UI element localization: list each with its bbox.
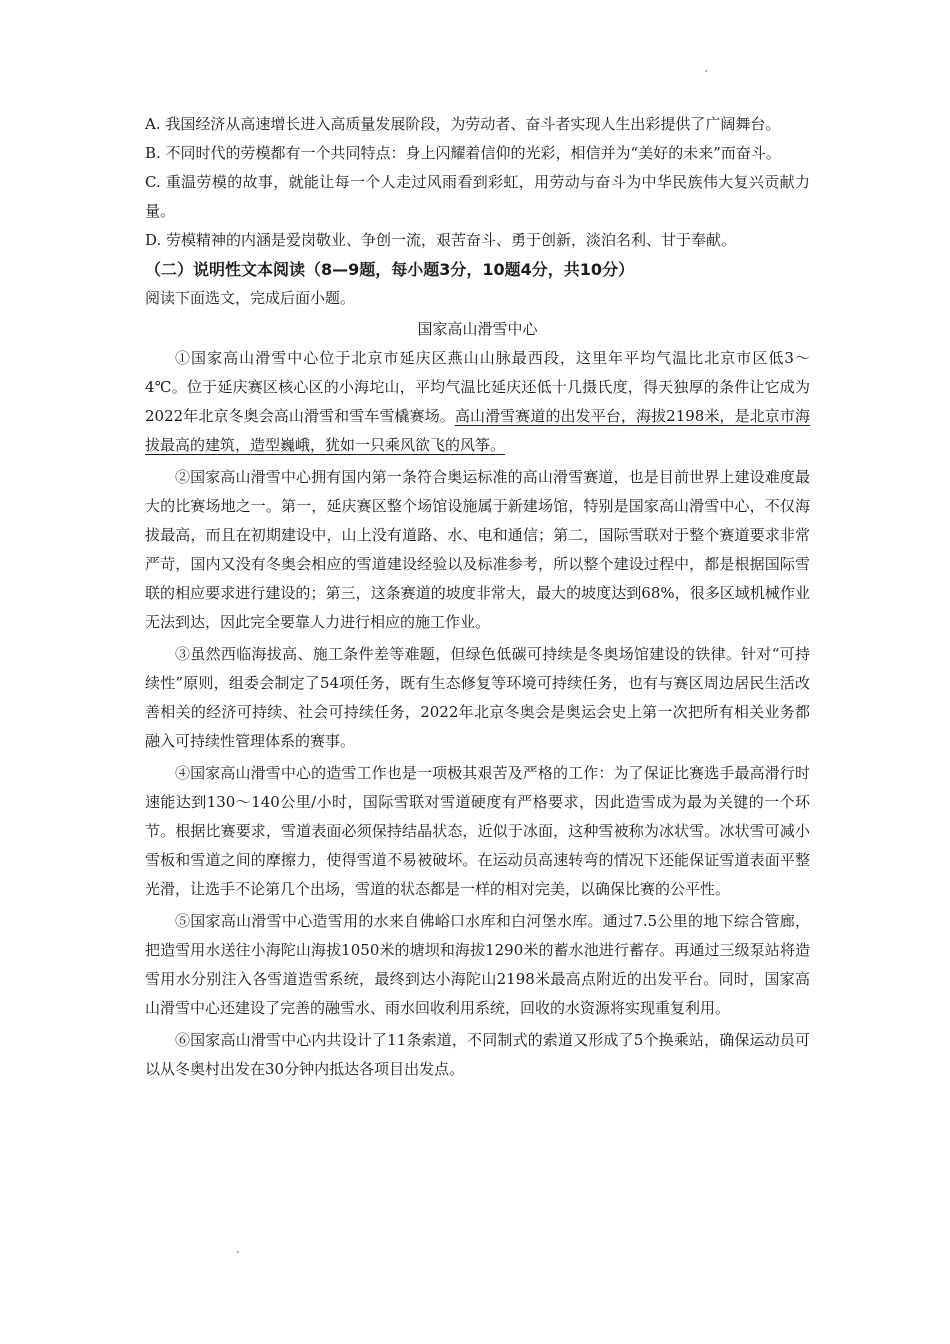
paragraph-1-underlined-sentence: 高山滑雪赛道的出发平台，海拔2198米，是北京市海拔最高的建筑，造型巍峨，犹如一只乘风欲飞的风筝。 <box>145 407 810 454</box>
scan-mark-dot <box>237 1251 239 1253</box>
option-b: B. 不同时代的劳模都有一个共同特点：身上闪耀着信仰的光彩，相信并为“美好的未来”而奋斗。 <box>145 144 781 162</box>
scan-mark-dot <box>705 70 707 72</box>
document-content <box>145 110 810 1087</box>
article-paragraph-2: ②国家高山滑雪中心拥有国内第一条符合奥运标准的高山滑雪赛道，也是目前世界上建设难度最大的比赛场地之一。第一，延庆赛区整个场馆设施属于新建场馆，特别是国家高山滑雪中心，不仅海拔最高，而且在初期建设中，山上没有道路、水、电和通信；第二，国际雪联对于整个赛道要求非常严苛，国内又没有冬奥会相应的雪道建设经验以及标准参考，所以整个建设过程中，都是根据国际雪联的相应要求进行建设的；第三，这条赛道的坡度非常大，最大的坡度达到68%，很多区域机械作业无法到达，因此完全要靠人力进行相应的施工作业。 <box>145 468 810 631</box>
paragraph-1-text: ①国家高山滑雪中心位于北京市延庆区燕山山脉最西段，这里年平均气温比北京市区低3～4℃。位于延庆赛区核心区的小海坨山，平均气温比延庆还低十几摄氏度，得天独厚的条件让它成为2022年北京冬奥会高山滑雪和雪车雪橇赛场。 <box>145 349 810 425</box>
option-d: D. 劳模精神的内涵是爱岗敬业、争创一流，艰苦奋斗、勇于创新，淡泊名利、甘于奉献。 <box>145 231 737 249</box>
article-paragraph-4: ④国家高山滑雪中心的造雪工作也是一项极其艰苦及严格的工作：为了保证比赛选手最高滑行时速能达到130～140公里/小时，国际雪联对雪道硬度有严格要求，因此造雪成为最为关键的一个环节。根据比赛要求，雪道表面必须保持结晶状态，近似于冰面，这种雪被称为冰状雪。冰状雪可减小雪板和雪道之间的摩擦力，使得雪道不易被破坏。在运动员高速转弯的情况下还能保证雪道表面平整光滑，让选手不论第几个出场，雪道的状态都是一样的相对完美，以确保比赛的公平性。 <box>145 764 810 898</box>
reading-instruction: 阅读下面选文，完成后面小题。 <box>145 289 356 307</box>
article-title: 国家高山滑雪中心 <box>417 320 538 338</box>
option-a: A. 我国经济从高速增长进入高质量发展阶段，为劳动者、奋斗者实现人生出彩提供了广阔舞台。 <box>145 115 781 133</box>
article-paragraph-5: ⑤国家高山滑雪中心造雪用的水来自佛峪口水库和白河堡水库。通过7.5公里的地下综合管廊，把造雪用水送往小海陀山海拔1050米的塘坝和海拔1290米的蓄水池进行蓄存。再通过三级泵站将造雪用水分别注入各雪道造雪系统，最终到达小海陀山2198米最高点附近的出发平台。同时，国家高山滑雪中心还建设了完善的融雪水、雨水回收利用系统，回收的水资源将实现重复利用。 <box>145 912 810 1017</box>
option-c: C. 重温劳模的故事，就能让每一个人走过风雨看到彩虹，用劳动与奋斗为中华民族伟大复兴贡献力量。 <box>145 173 810 220</box>
article-paragraph-1 <box>145 344 810 460</box>
section-body <box>145 284 810 1084</box>
article-paragraph-6: ⑥国家高山滑雪中心内共设计了11条索道，不同制式的索道又形成了5个换乘站，确保运动员可以从冬奥村出发在30分钟内抵达各项目出发点。 <box>145 1031 810 1078</box>
section-heading: （二）说明性文本阅读（8—9题，每小题3分，10题4分，共10分） <box>145 260 635 279</box>
answer-options <box>145 110 810 255</box>
article-paragraph-3: ③虽然西临海拔高、施工条件差等难题，但绿色低碳可持续是冬奥场馆建设的铁律。针对“可持续性”原则，组委会制定了54项任务，既有生态修复等环境可持续任务，也有与赛区周边居民生活改善相关的经济可持续、社会可持续任务，2022年北京冬奥会是奥运会史上第一次把所有相关业务都融入可持续性管理体系的赛事。 <box>145 645 810 750</box>
